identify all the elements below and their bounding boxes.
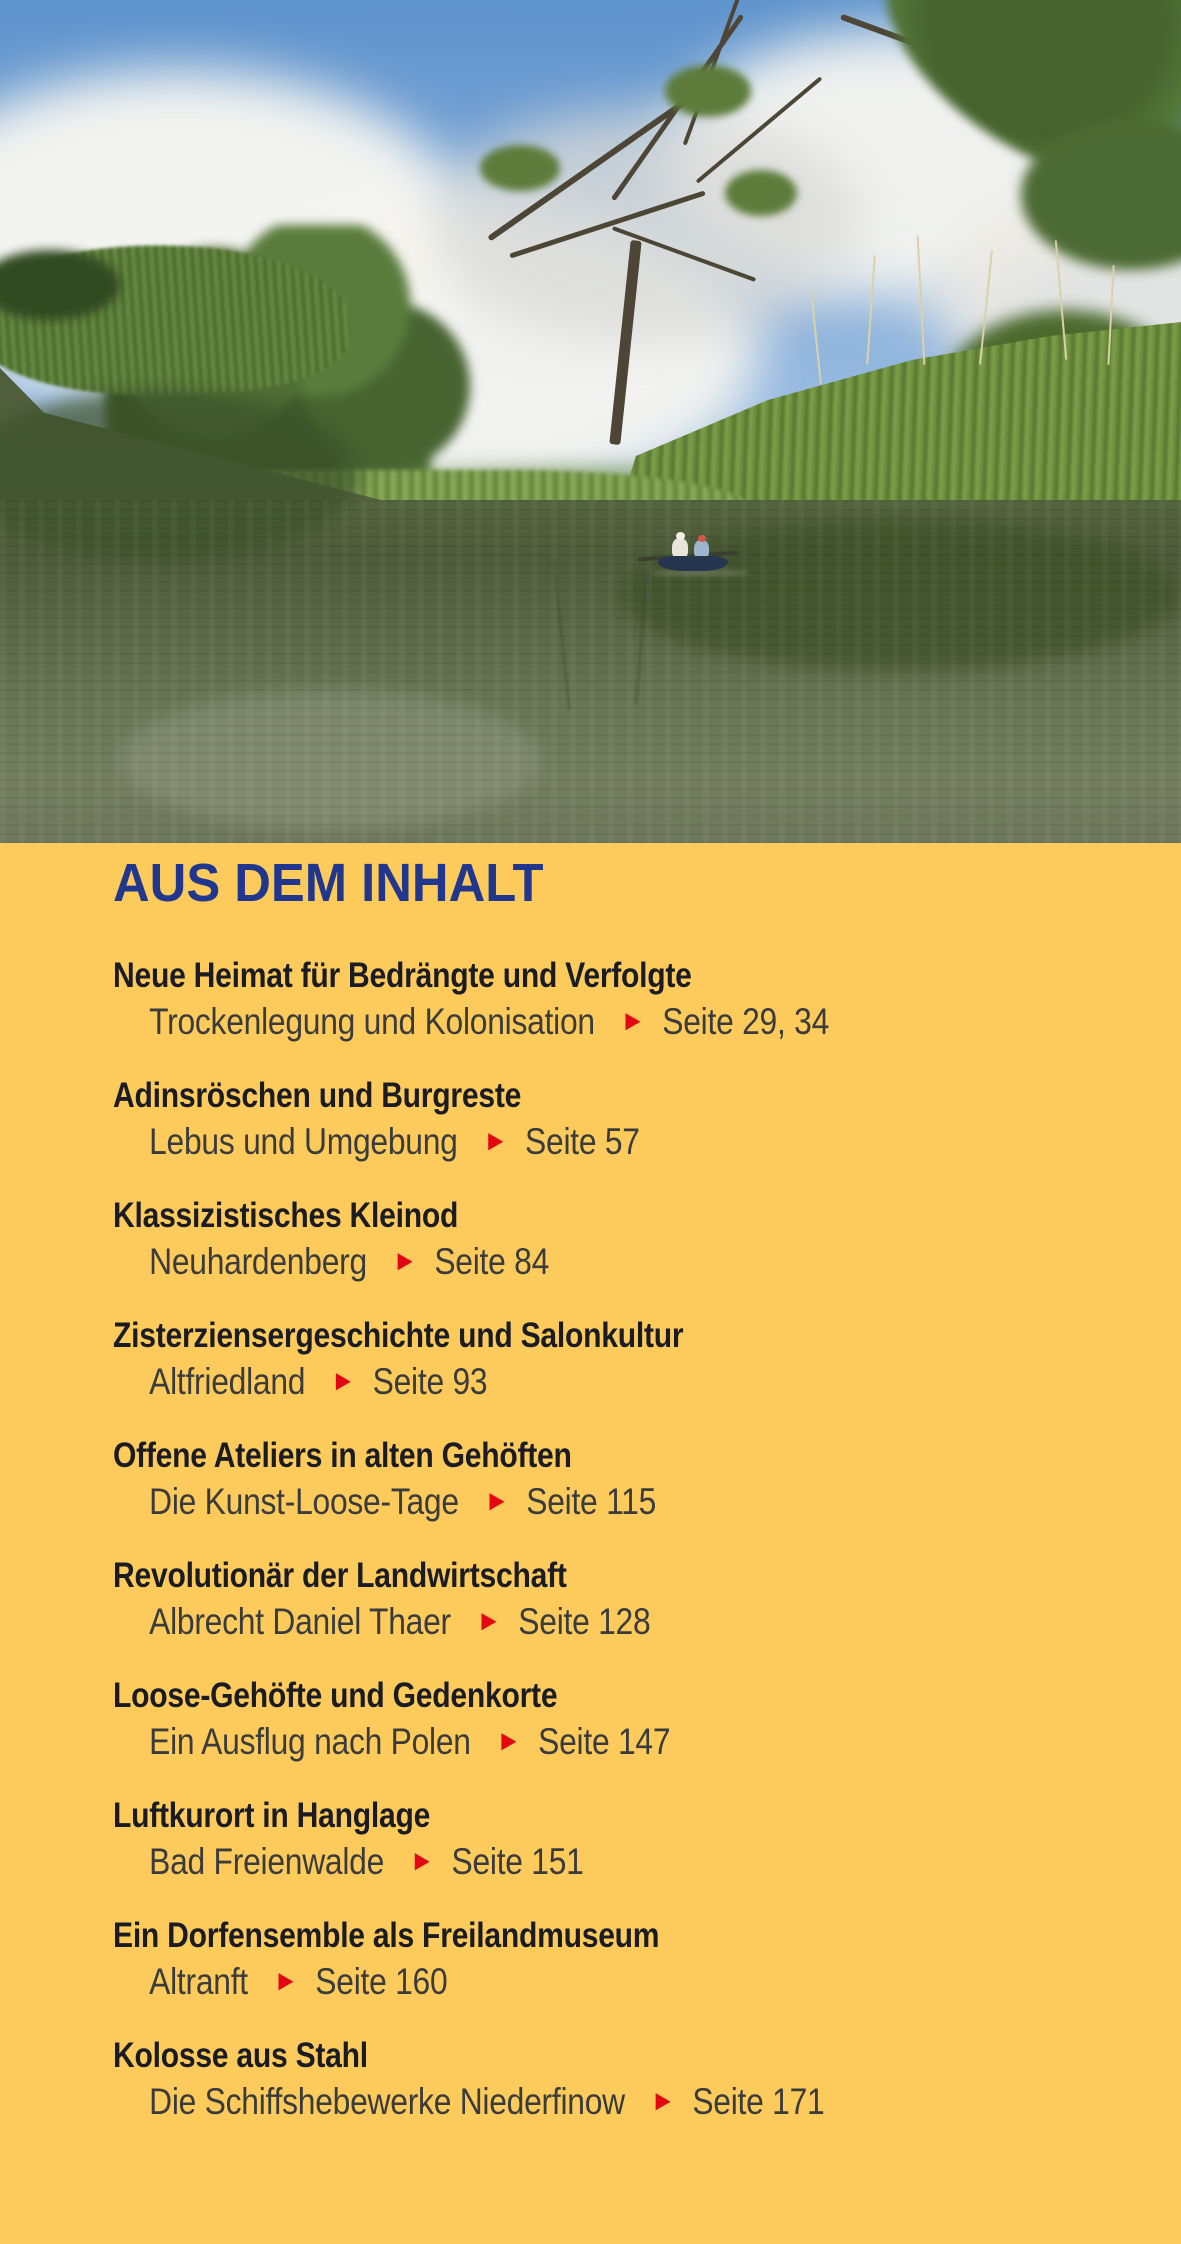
toc-entry: [113, 1314, 1181, 1405]
arrow-right-icon: ►: [496, 1725, 521, 1757]
entry-subtitle-row: [113, 2078, 1031, 2125]
toc-entry: [113, 1914, 1181, 2005]
paddler: [672, 538, 688, 558]
canoe-hull: [658, 556, 728, 571]
toc-entry: [113, 954, 1181, 1045]
river-photo: [0, 0, 1181, 843]
tree-trunk: [609, 240, 641, 445]
entry-subtitle: Trockenlegung und Kolonisation: [149, 1001, 595, 1042]
entry-subtitle: Lebus und Umgebung: [149, 1121, 458, 1162]
arrow-right-icon: ►: [484, 1485, 510, 1517]
entry-subtitle-row: [113, 1598, 1031, 1645]
entry-subtitle-row: [113, 998, 1031, 1045]
entry-subtitle-row: [113, 1718, 1031, 1765]
arrow-right-icon: ►: [483, 1125, 508, 1157]
toc-entry: [113, 1554, 1181, 1645]
page-reference: Seite 147: [538, 1721, 671, 1762]
entry-title: Neue Heimat für Bedrängte und Verfolgte: [113, 956, 692, 995]
arrow-right-icon: ►: [476, 1605, 502, 1637]
water-ripples: [0, 500, 1181, 843]
entry-title: Kolosse aus Stahl: [113, 2036, 368, 2075]
arrow-right-icon: ►: [650, 2085, 676, 2117]
table-of-contents: [0, 843, 1181, 2154]
entry-title: Luftkurort in Hanglage: [113, 1796, 431, 1835]
entry-subtitle: Die Kunst-Loose-Tage: [149, 1481, 459, 1522]
entry-title: Revolutionär der Landwirtschaft: [113, 1556, 567, 1595]
page-reference: Seite 171: [692, 2081, 825, 2122]
toc-entry: [113, 1194, 1181, 1285]
entry-title: Adinsröschen und Burgreste: [113, 1076, 522, 1115]
entry-subtitle-row: [113, 1358, 1031, 1405]
toc-entry: [113, 1794, 1181, 1885]
arrow-right-icon: ►: [331, 1365, 356, 1397]
entry-subtitle-row: [113, 1238, 1031, 1285]
page-reference: Seite 29, 34: [662, 1001, 830, 1042]
page-reference: Seite 151: [451, 1841, 584, 1882]
toc-entry: [113, 1074, 1181, 1165]
entry-subtitle-row: [113, 1478, 1031, 1525]
entry-subtitle: Neuhardenberg: [149, 1241, 367, 1282]
toc-entry: [113, 1674, 1181, 1765]
entry-subtitle-row: [113, 1118, 1031, 1165]
entry-title: Loose-Gehöfte und Gedenkorte: [113, 1676, 558, 1715]
page-reference: Seite 84: [434, 1241, 550, 1282]
white-cap: [676, 532, 685, 540]
page-reference: Seite 115: [526, 1481, 657, 1522]
page-title: AUS DEM INHALT: [113, 853, 544, 913]
toc-entry: [113, 1434, 1181, 1525]
entry-subtitle: Ein Ausflug nach Polen: [149, 1721, 471, 1762]
willow-tree: [741, 0, 1181, 340]
page-reference: Seite 57: [525, 1121, 640, 1162]
foliage-tuft: [665, 65, 751, 117]
entry-title: Offene Ateliers in alten Gehöften: [113, 1436, 572, 1475]
toc-entry: [113, 2034, 1181, 2125]
arrow-right-icon: ►: [620, 1005, 646, 1037]
arrow-right-icon: ►: [409, 1845, 435, 1877]
entry-subtitle: Die Schiffshebewerke Niederfinow: [149, 2081, 625, 2122]
entry-title: Ein Dorfensemble als Freilandmuseum: [113, 1916, 660, 1955]
page-reference: Seite 160: [315, 1961, 448, 2002]
arrow-right-icon: ►: [273, 1965, 299, 1997]
page-reference: Seite 128: [518, 1601, 651, 1642]
entry-subtitle: Altfriedland: [149, 1361, 306, 1402]
entry-subtitle: Bad Freienwalde: [149, 1841, 385, 1882]
entry-subtitle: Albrecht Daniel Thaer: [149, 1601, 451, 1642]
foliage-tuft: [480, 145, 560, 191]
red-cap: [698, 535, 706, 542]
arrow-right-icon: ►: [392, 1245, 418, 1277]
entry-subtitle-row: [113, 1958, 1031, 2005]
entry-subtitle: Altranft: [149, 1961, 248, 2002]
page-reference: Seite 93: [372, 1361, 488, 1402]
entry-title: Klassizistisches Kleinod: [113, 1196, 459, 1235]
canoe: [650, 530, 760, 590]
entry-title: Zisterziensergeschichte und Salonkultur: [113, 1316, 684, 1355]
entry-subtitle-row: [113, 1838, 1031, 1885]
